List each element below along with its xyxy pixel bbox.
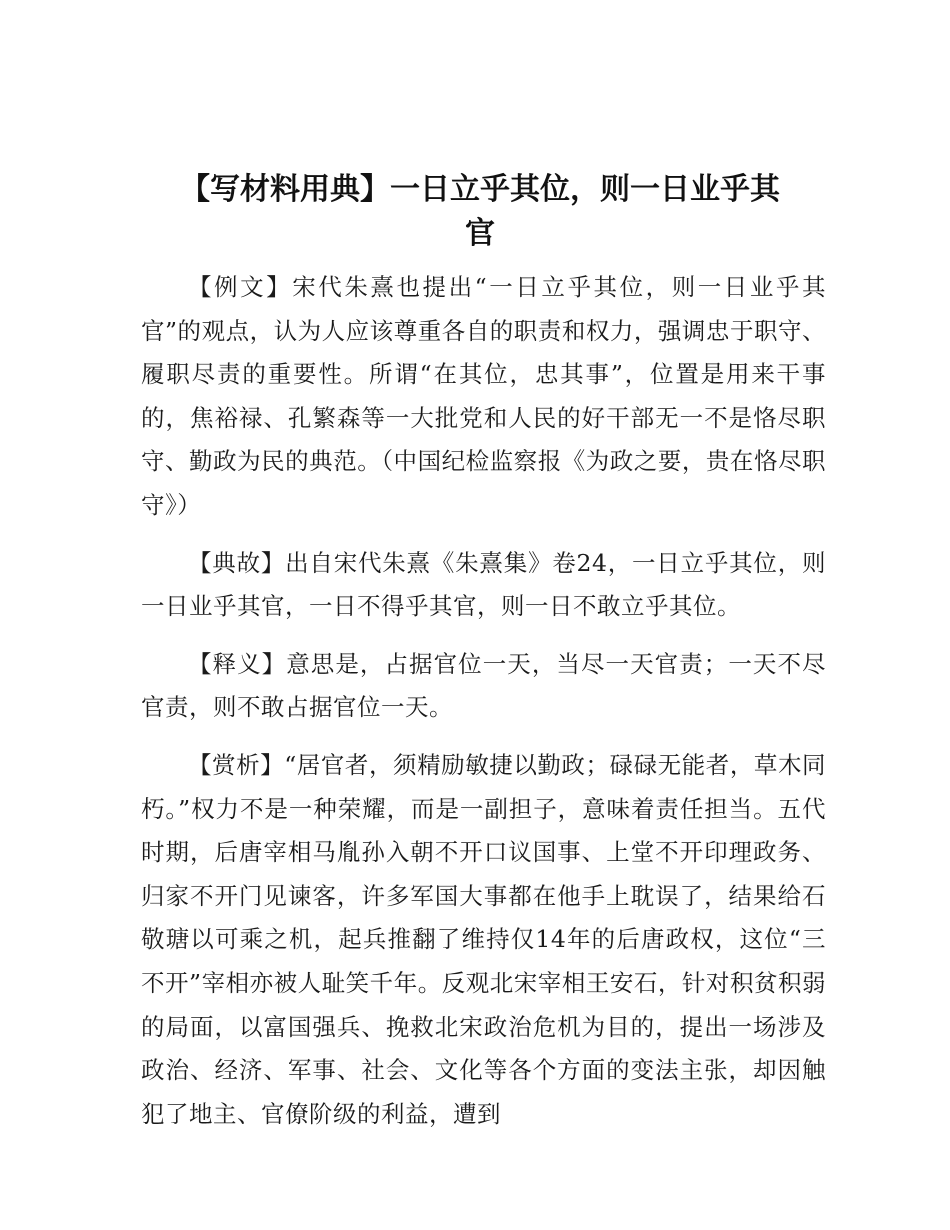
paragraph-meaning: 【释义】意思是，占据官位一天，当尽一天官责；一天不尽官责，则不敢占据官位一天。 (141, 649, 826, 722)
document-body (141, 266, 826, 1136)
title-line-2: 官 (465, 216, 495, 251)
paragraph-appreciation: 【赏析】“居官者，须精励敏捷以勤政；碌碌无能者，草木同朽。”权力不是一种荣耀，而是一副担子，意味着责任担当。五代时期，后唐宰相马胤孙入朝不开口议国事、上堂不开印理政务、归家不开门见谏客，许多军国大事都在他手上耽误了，结果给石敬瑭以可乘之机，起兵推翻了维持仅14年的后唐政权，这位“三不开”宰相亦被人耻笑千年。反观北宋宰相王安石，针对积贫积弱的局面，以富国强兵、挽救北宋政治危机为目的，提出一场涉及政治、经济、军事、社会、文化等各个方面的变法主张，却因触犯了地主、官僚阶级的利益，遭到 (141, 750, 826, 1128)
paragraph-example: 【例文】宋代朱熹也提出“一日立乎其位，则一日业乎其官”的观点，认为人应该尊重各自的职责和权力，强调忠于职守、履职尽责的重要性。所谓“在其位，忠其事”，位置是用来干事的，焦裕禄、孔繁森等一大批党和人民的好干部无一不是恪尽职守、勤政为民的典范。（中国纪检监察报《为政之要，贵在恪尽职守》） (141, 273, 826, 519)
page-title (140, 168, 820, 256)
paragraph-allusion: 【典故】出自宋代朱熹《朱熹集》卷24，一日立乎其位，则一日业乎其官，一日不得乎其官，则一日不敢立乎其位。 (141, 548, 826, 621)
title-line-1: 【写材料用典】一日立乎其位，则一日业乎其 (180, 172, 780, 207)
